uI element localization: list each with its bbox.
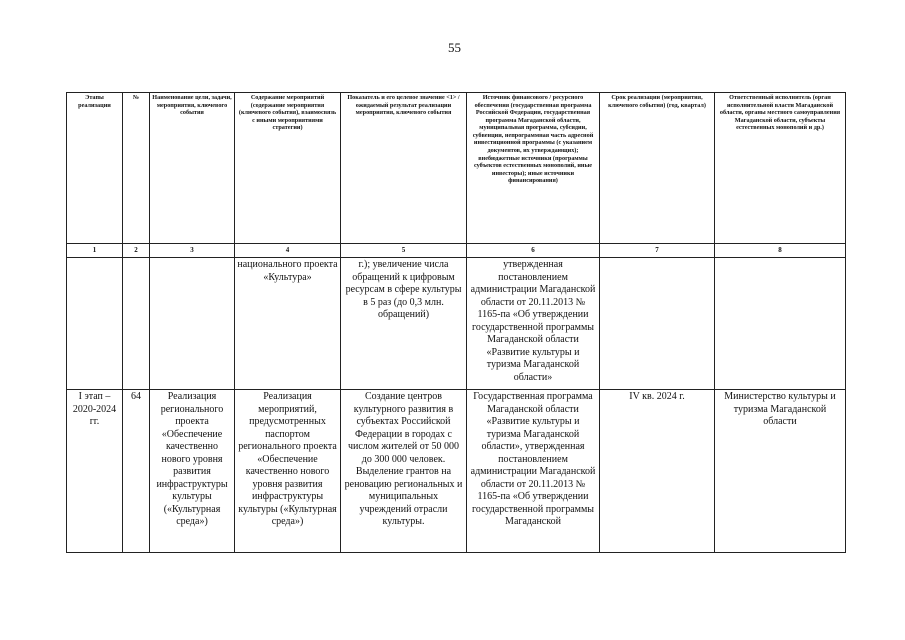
column-number: 3 xyxy=(150,244,235,258)
page-number: 55 xyxy=(448,40,461,55)
header-name: Наименование цели, задачи, мероприятия, ключевого события xyxy=(150,93,235,244)
header-number: № xyxy=(123,93,150,244)
header-source: Источник финансового / ресурсного обеспечения (государственная программа Российской Федерации, государственная программа Магаданской области, муниципальная программа, субсидии, субвенции, непрограммная часть адресной инвестиционной программы (с указанием документов, их утверждающих); внебюджетные источники (программы субъектов естественных монополий, иные инвесторы); иные источники финансирования) xyxy=(467,93,600,244)
column-number: 7 xyxy=(600,244,715,258)
cell-source: утвержденная постановлением администрации Магаданской области от 20.11.2013 № 1165-па «Об утверждении государственной программы Магаданской области «Развитие культуры и туризма Магаданской области» xyxy=(467,258,600,390)
header-deadline: Срок реализации (мероприятия, ключевого события) (год, квартал) xyxy=(600,93,715,244)
column-number: 6 xyxy=(467,244,600,258)
column-number: 8 xyxy=(715,244,846,258)
cell-content: Реализация мероприятий, предусмотренных паспортом регионального проекта «Обеспечение качественно нового уровня развития инфраструктуры культуры («Культурная среда») xyxy=(235,390,341,553)
header-content: Содержание мероприятий (содержание мероприятия (ключевого события), взаимосвязь с иными мероприятиями стратегии) xyxy=(235,93,341,244)
column-number: 2 xyxy=(123,244,150,258)
table-row xyxy=(67,390,846,553)
column-number: 5 xyxy=(341,244,467,258)
column-number: 4 xyxy=(235,244,341,258)
header-indicator: Показатель и его целевое значение <1> /ожидаемый результат реализации мероприятия, ключевого события xyxy=(341,93,467,244)
cell-executor: Министерство культуры и туризма Магаданской области xyxy=(715,390,846,553)
cell-number xyxy=(123,258,150,390)
cell-indicator: Создание центров культурного развития в субъектах Российской Федерации в городах с числом жителей от 50 000 до 300 000 человек. Выделение грантов на реновацию региональных и муниципальных учреждений отрасли культуры. xyxy=(341,390,467,553)
column-number-row xyxy=(67,244,846,258)
cell-executor xyxy=(715,258,846,390)
cell-deadline: IV кв. 2024 г. xyxy=(600,390,715,553)
cell-name xyxy=(150,258,235,390)
cell-indicator: г.); увеличение числа обращений к цифровым ресурсам в сфере культуры в 5 раз (до 0,3 млн. обращений) xyxy=(341,258,467,390)
header-row xyxy=(67,93,846,244)
cell-number: 64 xyxy=(123,390,150,553)
header-executor: Ответственный исполнитель (орган исполнительной власти Магаданской области, органы местного самоуправления Магаданской области, субъекты естественных монополий и др.) xyxy=(715,93,846,244)
cell-source: Государственная программа Магаданской области «Развитие культуры и туризма Магаданской области», утвержденная постановлением администрации Магаданской области от 20.11.2013 № 1165-па «Об утверждении государственной программы Магаданской xyxy=(467,390,600,553)
column-number: 1 xyxy=(67,244,123,258)
cell-stage xyxy=(67,258,123,390)
table-row xyxy=(67,258,846,390)
header-stage: Этапы реализации xyxy=(67,93,123,244)
cell-deadline xyxy=(600,258,715,390)
cell-name: Реализация регионального проекта «Обеспечение качественно нового уровня развития инфраструктуры культуры («Культурная среда») xyxy=(150,390,235,553)
cell-content: национального проекта «Культура» xyxy=(235,258,341,390)
cell-stage: I этап – 2020-2024 гг. xyxy=(67,390,123,553)
strategy-plan-table xyxy=(66,92,846,553)
